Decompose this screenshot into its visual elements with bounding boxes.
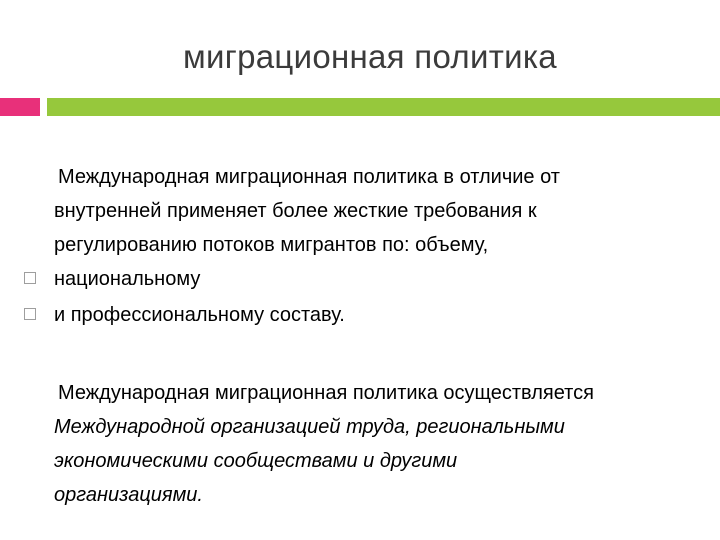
square-bullet-icon (24, 308, 36, 320)
bullet-text: национальному (54, 268, 201, 290)
paragraph2-italic-line: организациями. (54, 484, 203, 506)
paragraph2-italic-line: Международной организацией труда, региональными (54, 416, 565, 438)
paragraph2-italic-line: экономическими сообществами и другими (54, 450, 458, 472)
paragraph1-line: внутренней применяет более жесткие требования к (54, 200, 537, 222)
paragraph1-line: регулированию потоков мигрантов по: объему, (54, 234, 489, 256)
bullet-item (24, 262, 201, 296)
bullet-item (24, 298, 345, 332)
square-bullet-icon (24, 272, 36, 284)
paragraph-international-organizations (54, 376, 594, 512)
paragraph2-line: Международная миграционная политика осуществляется (58, 382, 594, 404)
bullet-text: и профессиональному составу. (54, 304, 345, 326)
paragraph1-line: Международная миграционная политика в отличие от (58, 166, 560, 188)
paragraph-migration-policy-requirements (54, 160, 560, 262)
slide-title: миграционная политика (183, 38, 557, 75)
